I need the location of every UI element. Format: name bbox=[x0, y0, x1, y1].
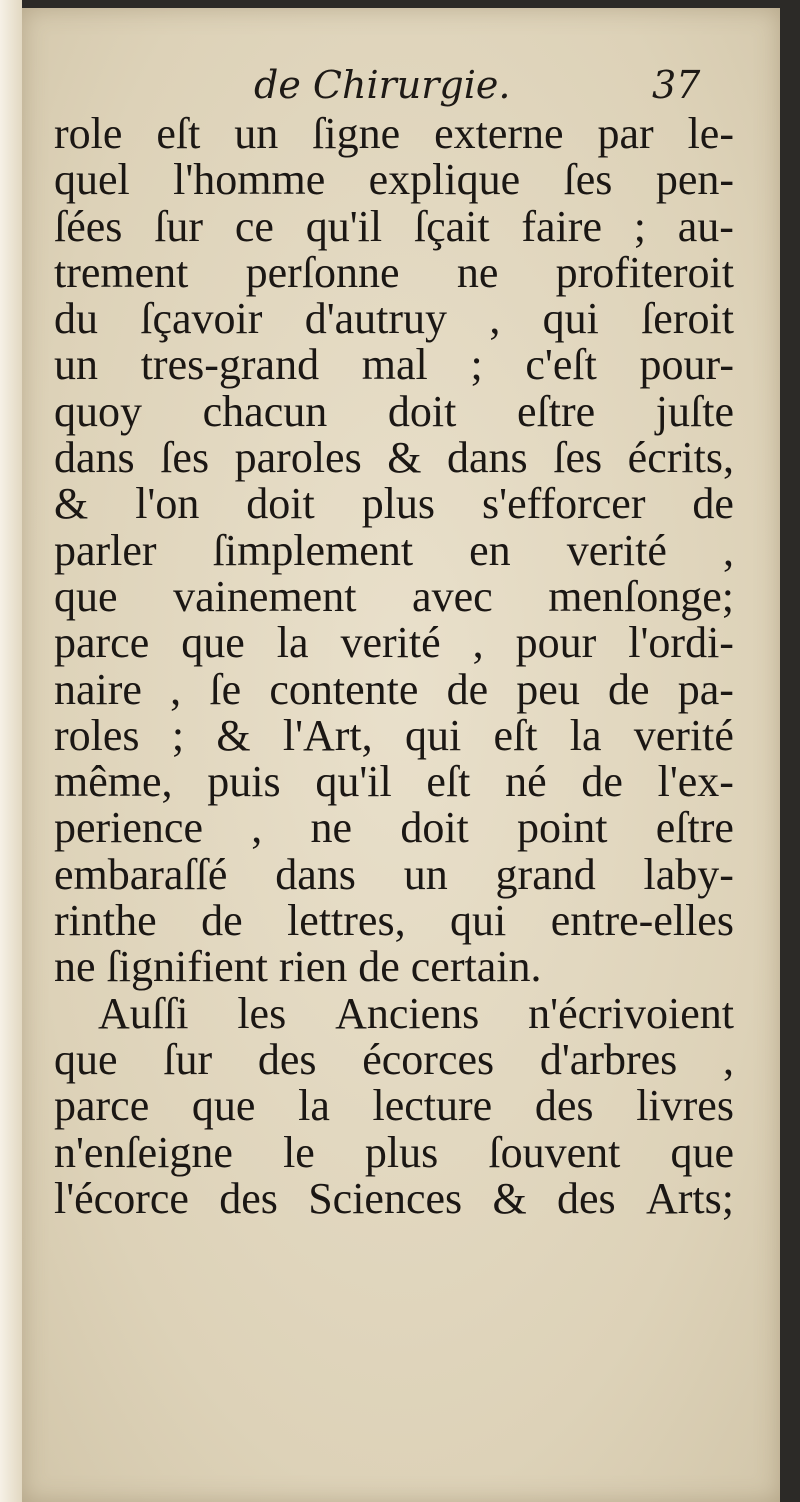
word: role bbox=[54, 109, 123, 158]
text-line bbox=[54, 111, 734, 157]
word: ſes bbox=[553, 433, 603, 483]
word: chacun bbox=[202, 386, 328, 436]
word: de bbox=[581, 757, 623, 807]
word: ne bbox=[310, 803, 353, 853]
word: entre-elles bbox=[550, 896, 734, 946]
text-line bbox=[54, 988, 734, 1038]
word: l'ex- bbox=[657, 757, 734, 807]
word: ; bbox=[633, 201, 646, 251]
word: perience bbox=[54, 803, 203, 853]
word: livres bbox=[636, 1081, 734, 1131]
word: eſtre bbox=[516, 386, 596, 436]
word: né bbox=[505, 757, 547, 807]
text-line bbox=[54, 481, 734, 527]
word: de bbox=[201, 896, 243, 946]
word: les bbox=[237, 988, 287, 1038]
word: des bbox=[557, 1173, 616, 1223]
word: , bbox=[723, 1034, 734, 1084]
word: l'Art, bbox=[282, 710, 373, 760]
word: externe bbox=[434, 109, 564, 158]
word: que bbox=[670, 1127, 734, 1177]
word: & bbox=[492, 1173, 527, 1223]
word: verité bbox=[633, 710, 734, 760]
text-line bbox=[54, 247, 734, 297]
word: parler bbox=[54, 525, 157, 575]
page-edge bbox=[0, 0, 22, 1502]
word: c'eſt bbox=[525, 340, 597, 390]
word: vainement bbox=[173, 571, 357, 621]
word: un bbox=[54, 340, 98, 390]
word: ſes bbox=[563, 155, 613, 205]
word: par bbox=[597, 109, 654, 158]
word: plus bbox=[364, 1127, 439, 1177]
page-number: 37 bbox=[652, 63, 701, 107]
word: Anciens bbox=[335, 988, 480, 1038]
word: avec bbox=[412, 571, 493, 621]
word: qui bbox=[450, 896, 507, 946]
word: l'on bbox=[135, 479, 200, 529]
word: ſçavoir bbox=[140, 294, 263, 344]
word: tres-grand bbox=[140, 340, 320, 390]
word: au- bbox=[677, 201, 734, 251]
word: du bbox=[54, 294, 98, 344]
word: laby- bbox=[643, 849, 734, 899]
word: doit bbox=[400, 803, 469, 853]
word: explique bbox=[368, 155, 521, 205]
word: faire bbox=[521, 201, 602, 251]
word: de bbox=[692, 479, 734, 529]
text-line bbox=[54, 435, 734, 481]
word: point bbox=[517, 803, 608, 853]
text-line bbox=[54, 386, 734, 436]
word: verité bbox=[340, 618, 441, 668]
word: ſouvent bbox=[488, 1127, 621, 1177]
text-line bbox=[54, 620, 734, 666]
word: le- bbox=[687, 109, 734, 158]
word: que bbox=[191, 1081, 256, 1131]
word: doit bbox=[246, 479, 315, 529]
word: de bbox=[446, 664, 489, 714]
word: lettres, bbox=[287, 896, 406, 946]
word: ſes bbox=[160, 433, 210, 483]
word: n'enſeigne bbox=[54, 1127, 233, 1177]
word: de bbox=[608, 664, 650, 714]
text-line bbox=[54, 1173, 734, 1223]
text-line bbox=[54, 710, 734, 760]
word: ſur bbox=[163, 1034, 213, 1084]
running-head-title: de Chirurgie. bbox=[254, 63, 511, 107]
word: ce bbox=[234, 201, 274, 251]
word: mal bbox=[361, 340, 428, 390]
word: , bbox=[170, 664, 182, 714]
word: des bbox=[534, 1081, 594, 1131]
word: ; bbox=[171, 710, 185, 760]
word: qu'il bbox=[305, 201, 383, 251]
word: pa- bbox=[677, 664, 734, 714]
word: dans bbox=[447, 433, 528, 483]
word: l'ordi- bbox=[628, 618, 734, 668]
text-line bbox=[54, 849, 734, 899]
word: d'autruy bbox=[304, 294, 448, 344]
word: des bbox=[219, 1173, 278, 1223]
word: dans bbox=[275, 849, 356, 899]
word: & bbox=[54, 479, 89, 529]
word: profiteroit bbox=[555, 247, 734, 297]
word: perſonne bbox=[245, 247, 400, 297]
word: menſonge; bbox=[548, 571, 734, 621]
word: ſeroit bbox=[641, 294, 734, 344]
word: écrits, bbox=[627, 433, 734, 483]
text-line bbox=[54, 805, 734, 851]
word: l'homme bbox=[173, 155, 326, 205]
word: ſigne bbox=[312, 109, 401, 158]
word: ſées bbox=[54, 201, 123, 251]
text-line bbox=[54, 201, 734, 251]
word: même, bbox=[54, 757, 173, 807]
word: plus bbox=[361, 479, 436, 529]
word: rinthe bbox=[54, 896, 157, 946]
text-line-content: ne ſignifient rien de certain. bbox=[54, 942, 542, 992]
word: la bbox=[276, 618, 309, 668]
word: grand bbox=[495, 849, 596, 899]
word: trement bbox=[54, 247, 189, 297]
word: en bbox=[469, 525, 511, 575]
text-line bbox=[54, 1127, 734, 1177]
word: , bbox=[489, 294, 501, 344]
word: naire bbox=[54, 664, 142, 714]
word: que bbox=[54, 1034, 118, 1084]
word: ne bbox=[456, 247, 499, 297]
word: pen- bbox=[655, 155, 734, 205]
word: contente bbox=[269, 664, 419, 714]
word: & bbox=[387, 433, 422, 483]
word: , bbox=[251, 803, 263, 853]
word: un bbox=[403, 849, 448, 899]
word: qui bbox=[404, 710, 462, 760]
word: Arts; bbox=[645, 1173, 734, 1223]
text-line bbox=[54, 157, 734, 203]
word: un bbox=[234, 109, 279, 158]
word: lecture bbox=[372, 1081, 493, 1131]
word: que bbox=[54, 571, 118, 621]
text-line bbox=[54, 1034, 734, 1084]
text-line bbox=[54, 759, 734, 805]
body-text bbox=[54, 111, 734, 1222]
word: eſt bbox=[493, 710, 538, 760]
word: des bbox=[257, 1034, 317, 1084]
text-line bbox=[54, 525, 734, 575]
word: l'écorce bbox=[54, 1173, 189, 1223]
word: , bbox=[722, 525, 734, 575]
word: la bbox=[298, 1081, 330, 1131]
word: ſimplement bbox=[212, 525, 414, 575]
book-page bbox=[22, 8, 780, 1502]
word: ſe bbox=[209, 664, 242, 714]
word: Sciences bbox=[308, 1173, 463, 1223]
word: parce bbox=[54, 1081, 150, 1131]
text-line bbox=[54, 296, 734, 342]
text-line bbox=[54, 664, 734, 714]
word: peu bbox=[516, 664, 580, 714]
word: & bbox=[216, 710, 251, 760]
word: ſur bbox=[154, 201, 204, 251]
word: embaraſſé bbox=[54, 849, 228, 899]
word: juſte bbox=[655, 386, 734, 436]
word: d'arbres bbox=[539, 1034, 678, 1084]
word: la bbox=[569, 710, 602, 760]
text-line bbox=[54, 1083, 734, 1129]
word: le bbox=[283, 1127, 315, 1177]
text-line bbox=[54, 898, 734, 944]
word: quel bbox=[54, 155, 130, 205]
word: n'écrivoient bbox=[528, 988, 734, 1038]
word: eſt bbox=[156, 109, 201, 158]
word: roles bbox=[54, 710, 140, 760]
word: que bbox=[181, 618, 245, 668]
text-line bbox=[54, 342, 734, 388]
text-line bbox=[54, 944, 734, 990]
word: ; bbox=[470, 340, 483, 390]
word: qui bbox=[542, 294, 599, 344]
word: dans bbox=[54, 433, 135, 483]
word: verité bbox=[566, 525, 667, 575]
word: eſtre bbox=[655, 803, 734, 853]
word: paroles bbox=[234, 433, 362, 483]
word: quoy bbox=[54, 386, 142, 436]
word: eſt bbox=[426, 757, 471, 807]
word: parce bbox=[54, 618, 150, 668]
word: qu'il bbox=[315, 757, 392, 807]
word: écorces bbox=[362, 1034, 495, 1084]
word: s'efforcer bbox=[482, 479, 646, 529]
word: Auſſi bbox=[98, 988, 189, 1038]
word: pour- bbox=[639, 340, 734, 390]
word: doit bbox=[387, 386, 457, 436]
text-line bbox=[54, 571, 734, 621]
word: puis bbox=[207, 757, 281, 807]
word: , bbox=[472, 618, 484, 668]
word: ſçait bbox=[413, 201, 490, 251]
word: pour bbox=[515, 618, 597, 668]
